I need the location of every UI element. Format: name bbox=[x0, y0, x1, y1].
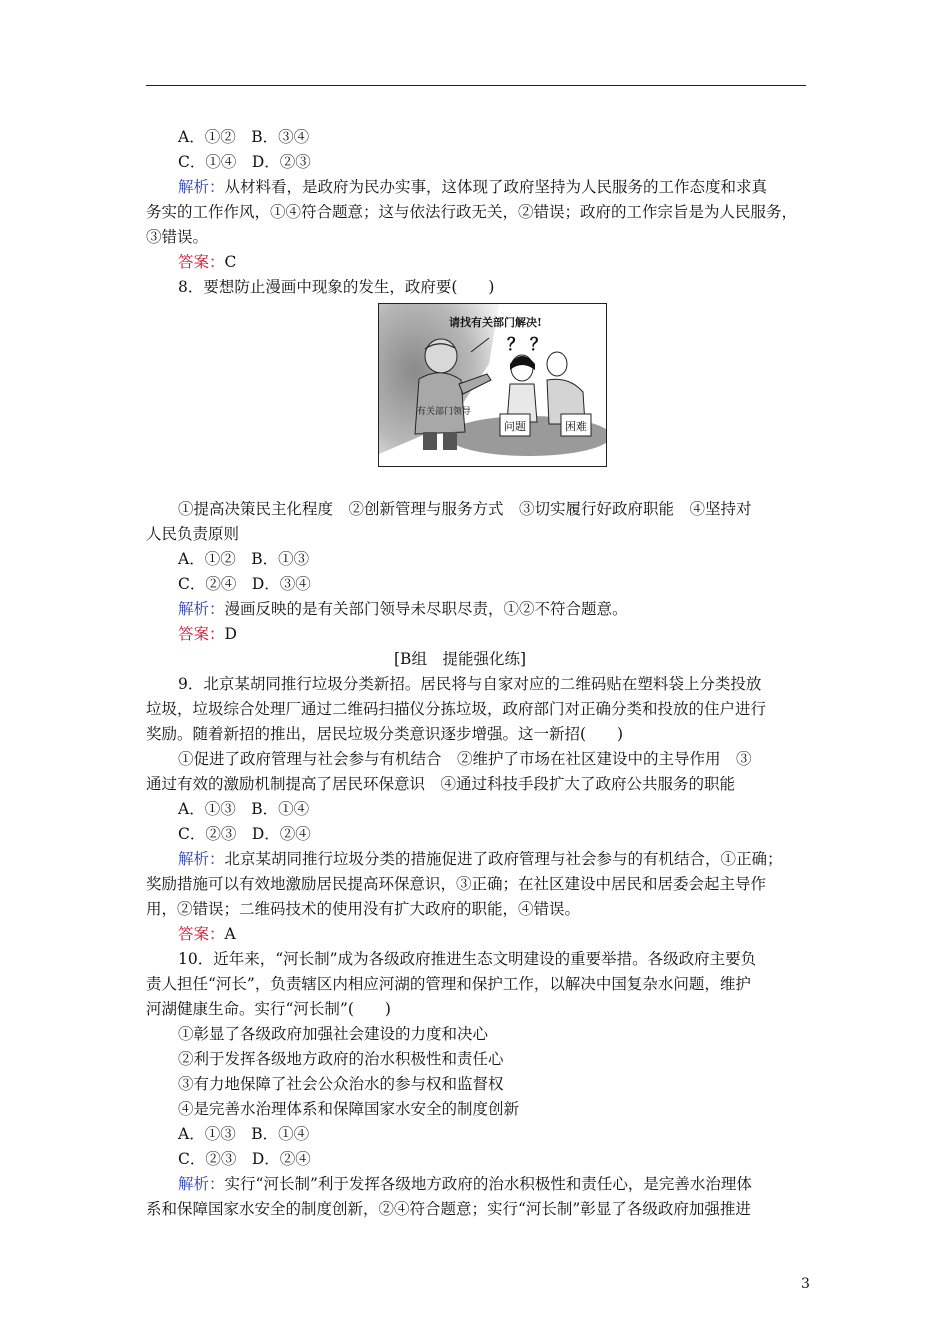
analysis-text: 漫画反映的是有关部门领导未尽职尽责，①②不符合题意。 bbox=[224, 600, 628, 618]
analysis-text: 从材料看，是政府为民办实事，这体现了政府坚持为人民服务的工作态度和求真 bbox=[224, 178, 768, 196]
q7-analysis-line-3: ③错误。 bbox=[146, 228, 209, 246]
answer-value: C bbox=[224, 253, 237, 271]
analysis-label: 解析： bbox=[178, 1175, 225, 1193]
answer-label: 答案： bbox=[178, 925, 225, 943]
analysis-text: 北京某胡同推行垃圾分类的措施促进了政府管理与社会参与的有机结合，①正确； bbox=[224, 850, 783, 868]
q10-item-2: ②利于发挥各级地方政府的治水积极性和责任心 bbox=[178, 1050, 504, 1068]
q9-stem-line-2: 垃圾，垃圾综合处理厂通过二维码扫描仪分拣垃圾，政府部门对正确分类和投放的住户进行 bbox=[146, 700, 767, 718]
analysis-label: 解析： bbox=[178, 850, 225, 868]
analysis-text: 实行“河长制”利于发挥各级地方政府的治水积极性和责任心，是完善水治理体 bbox=[224, 1175, 752, 1193]
answer-label: 答案： bbox=[178, 625, 225, 643]
q7-options-ab: A．①② B．③④ bbox=[178, 128, 310, 146]
q8-items-line-2: 人民负责原则 bbox=[146, 525, 240, 543]
q7-analysis-line-1 bbox=[178, 177, 767, 197]
q10-stem-line-2: 责人担任“河长”，负责辖区内相应河湖的管理和保护工作，以解决中国复杂水问题，维护 bbox=[146, 975, 751, 993]
answer-label: 答案： bbox=[178, 253, 225, 271]
q8-items-line-1: ①提高决策民主化程度 ②创新管理与服务方式 ③切实履行好政府职能 ④坚持对 bbox=[178, 500, 752, 518]
cartoon-bag-problem: 问题 bbox=[504, 420, 526, 433]
page-number: 3 bbox=[801, 1276, 810, 1292]
cartoon-question-marks: ？ ？ bbox=[507, 335, 547, 355]
q9-stem-line-3: 奖励。随着新招的推出，居民垃圾分类意识逐步增强。这一新招( ) bbox=[146, 725, 624, 743]
q10-stem-line-3: 河湖健康生命。实行“河长制”( ) bbox=[146, 1000, 391, 1018]
section-heading: [B组 提能强化练] bbox=[394, 650, 526, 668]
q10-analysis-line-1 bbox=[178, 1174, 752, 1194]
cartoon-leader-label: 有关部门领导 bbox=[417, 407, 472, 417]
q8-stem: 8．要想防止漫画中现象的发生，政府要( ) bbox=[178, 278, 495, 296]
answer-value: A bbox=[224, 925, 236, 943]
q9-options-cd: C．②③ D．②④ bbox=[178, 825, 311, 843]
cartoon-bag-difficulty: 困难 bbox=[565, 420, 587, 433]
q7-options-cd: C．①④ D．②③ bbox=[178, 153, 311, 171]
analysis-label: 解析： bbox=[178, 600, 225, 618]
q10-stem-line-1: 10．近年来，“河长制”成为各级政府推进生态文明建设的重要举措。各级政府主要负 bbox=[178, 950, 757, 968]
q9-items-line-2: 通过有效的激励机制提高了居民环保意识 ④通过科技手段扩大了政府公共服务的职能 bbox=[146, 775, 736, 793]
q8-analysis bbox=[178, 599, 628, 619]
q10-item-3: ③有力地保障了社会公众治水的参与权和监督权 bbox=[178, 1075, 504, 1093]
q9-analysis-line-2: 奖励措施可以有效地激励居民提高环保意识，③正确；在社区建设中居民和居委会起主导作 bbox=[146, 875, 767, 893]
q10-analysis-line-2: 系和保障国家水安全的制度创新，②④符合题意；实行“河长制”彰显了各级政府加强推进 bbox=[146, 1200, 751, 1218]
q10-item-1: ①彰显了各级政府加强社会建设的力度和决心 bbox=[178, 1025, 489, 1043]
q10-options-cd: C．②③ D．②④ bbox=[178, 1150, 311, 1168]
cartoon-speech-text: 请找有关部门解决! bbox=[449, 316, 542, 329]
q9-analysis-line-3: 用，②错误；二维码技术的使用没有扩大政府的职能，④错误。 bbox=[146, 900, 581, 918]
answer-value: D bbox=[224, 625, 237, 643]
q8-answer bbox=[178, 624, 237, 644]
header-rule bbox=[146, 85, 806, 86]
q9-options-ab: A．①③ B．①④ bbox=[178, 800, 310, 818]
q8-options-cd: C．②④ D．③④ bbox=[178, 575, 311, 593]
q9-stem-line-1: 9．北京某胡同推行垃圾分类新招。居民将与自家对应的二维码贴在塑料袋上分类投放 bbox=[178, 675, 762, 693]
q7-analysis-line-2: 务实的工作作风，①④符合题意；这与依法行政无关，②错误；政府的工作宗旨是为人民服务， bbox=[146, 203, 798, 221]
q9-answer bbox=[178, 924, 236, 944]
q9-analysis-line-1 bbox=[178, 849, 783, 869]
q10-item-4: ④是完善水治理体系和保障国家水安全的制度创新 bbox=[178, 1100, 520, 1118]
q9-items-line-1: ①促进了政府管理与社会参与有机结合 ②维护了市场在社区建设中的主导作用 ③ bbox=[178, 750, 752, 768]
q10-options-ab: A．①③ B．①④ bbox=[178, 1125, 310, 1143]
q8-options-ab: A．①② B．①③ bbox=[178, 550, 310, 568]
q7-answer bbox=[178, 252, 236, 272]
analysis-label: 解析： bbox=[178, 178, 225, 196]
cartoon-illustration bbox=[378, 303, 607, 467]
